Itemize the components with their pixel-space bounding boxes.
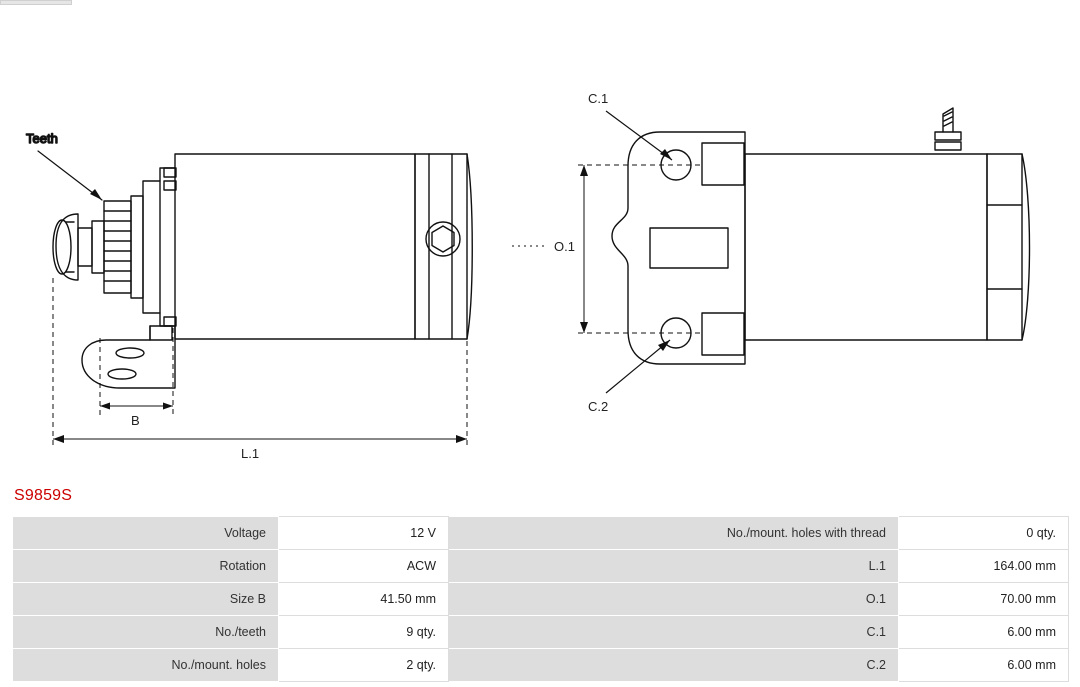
spec-value: 6.00 mm <box>899 649 1069 682</box>
bracket-tab <box>150 326 172 340</box>
table-row <box>13 550 1069 583</box>
gear-hub <box>131 196 143 298</box>
motor-body-right <box>745 154 987 340</box>
label-dim-o1: O.1 <box>554 239 575 254</box>
spec-label: No./mount. holes <box>13 649 279 682</box>
label-teeth: Teeth <box>26 131 58 146</box>
label-dim-b: B <box>131 413 140 428</box>
label-c2: C.2 <box>588 399 609 414</box>
spec-value: 2 qty. <box>279 649 449 682</box>
right-end-housing <box>987 154 1022 340</box>
spec-label: L.1 <box>449 550 899 583</box>
spec-value: ACW <box>279 550 449 583</box>
mounting-flange <box>612 132 745 364</box>
part-code: S9859S <box>14 487 73 504</box>
hex-boss <box>432 226 454 252</box>
spec-value: 9 qty. <box>279 616 449 649</box>
terminal-stud-bottom-1 <box>164 317 176 326</box>
spec-value: 12 V <box>279 517 449 550</box>
drive-end-housing <box>415 154 467 339</box>
motor-body <box>175 154 415 339</box>
top-left-bar <box>0 0 72 5</box>
table-row <box>13 517 1069 550</box>
table-row <box>13 649 1069 682</box>
terminal-stud-top-1 <box>164 168 176 177</box>
spec-label: Rotation <box>13 550 279 583</box>
spec-label: No./mount. holes with thread <box>449 517 899 550</box>
flange-slot-bottom <box>702 313 744 355</box>
hex-boss-outer <box>426 222 460 256</box>
starter-motor-technical-drawing <box>0 8 1080 478</box>
gear-teeth <box>104 201 131 293</box>
spec-label: No./teeth <box>13 616 279 649</box>
spec-label: Voltage <box>13 517 279 550</box>
table-row <box>13 583 1069 616</box>
spec-value: 0 qty. <box>899 517 1069 550</box>
commutator-end-frame <box>160 168 175 326</box>
mount-hole-2 <box>108 369 136 379</box>
label-c1: C.1 <box>588 91 609 106</box>
spec-label: Size B <box>13 583 279 616</box>
flange-slot-top <box>702 143 744 185</box>
terminal-nut-1 <box>935 142 961 150</box>
terminal-stud-top-2 <box>164 181 176 190</box>
spec-label: C.2 <box>449 649 899 682</box>
spec-value: 164.00 mm <box>899 550 1069 583</box>
shaft-collar <box>92 221 104 273</box>
specifications-table <box>12 516 1069 682</box>
spec-value: 70.00 mm <box>899 583 1069 616</box>
table-row <box>13 616 1069 649</box>
flange-center-slot <box>650 228 728 268</box>
terminal-nut-2 <box>935 132 961 140</box>
mount-hole-1 <box>116 348 144 358</box>
spec-label: C.1 <box>449 616 899 649</box>
label-dim-l1: L.1 <box>241 446 260 461</box>
spec-value: 6.00 mm <box>899 616 1069 649</box>
spec-value: 41.50 mm <box>279 583 449 616</box>
spec-label: O.1 <box>449 583 899 616</box>
